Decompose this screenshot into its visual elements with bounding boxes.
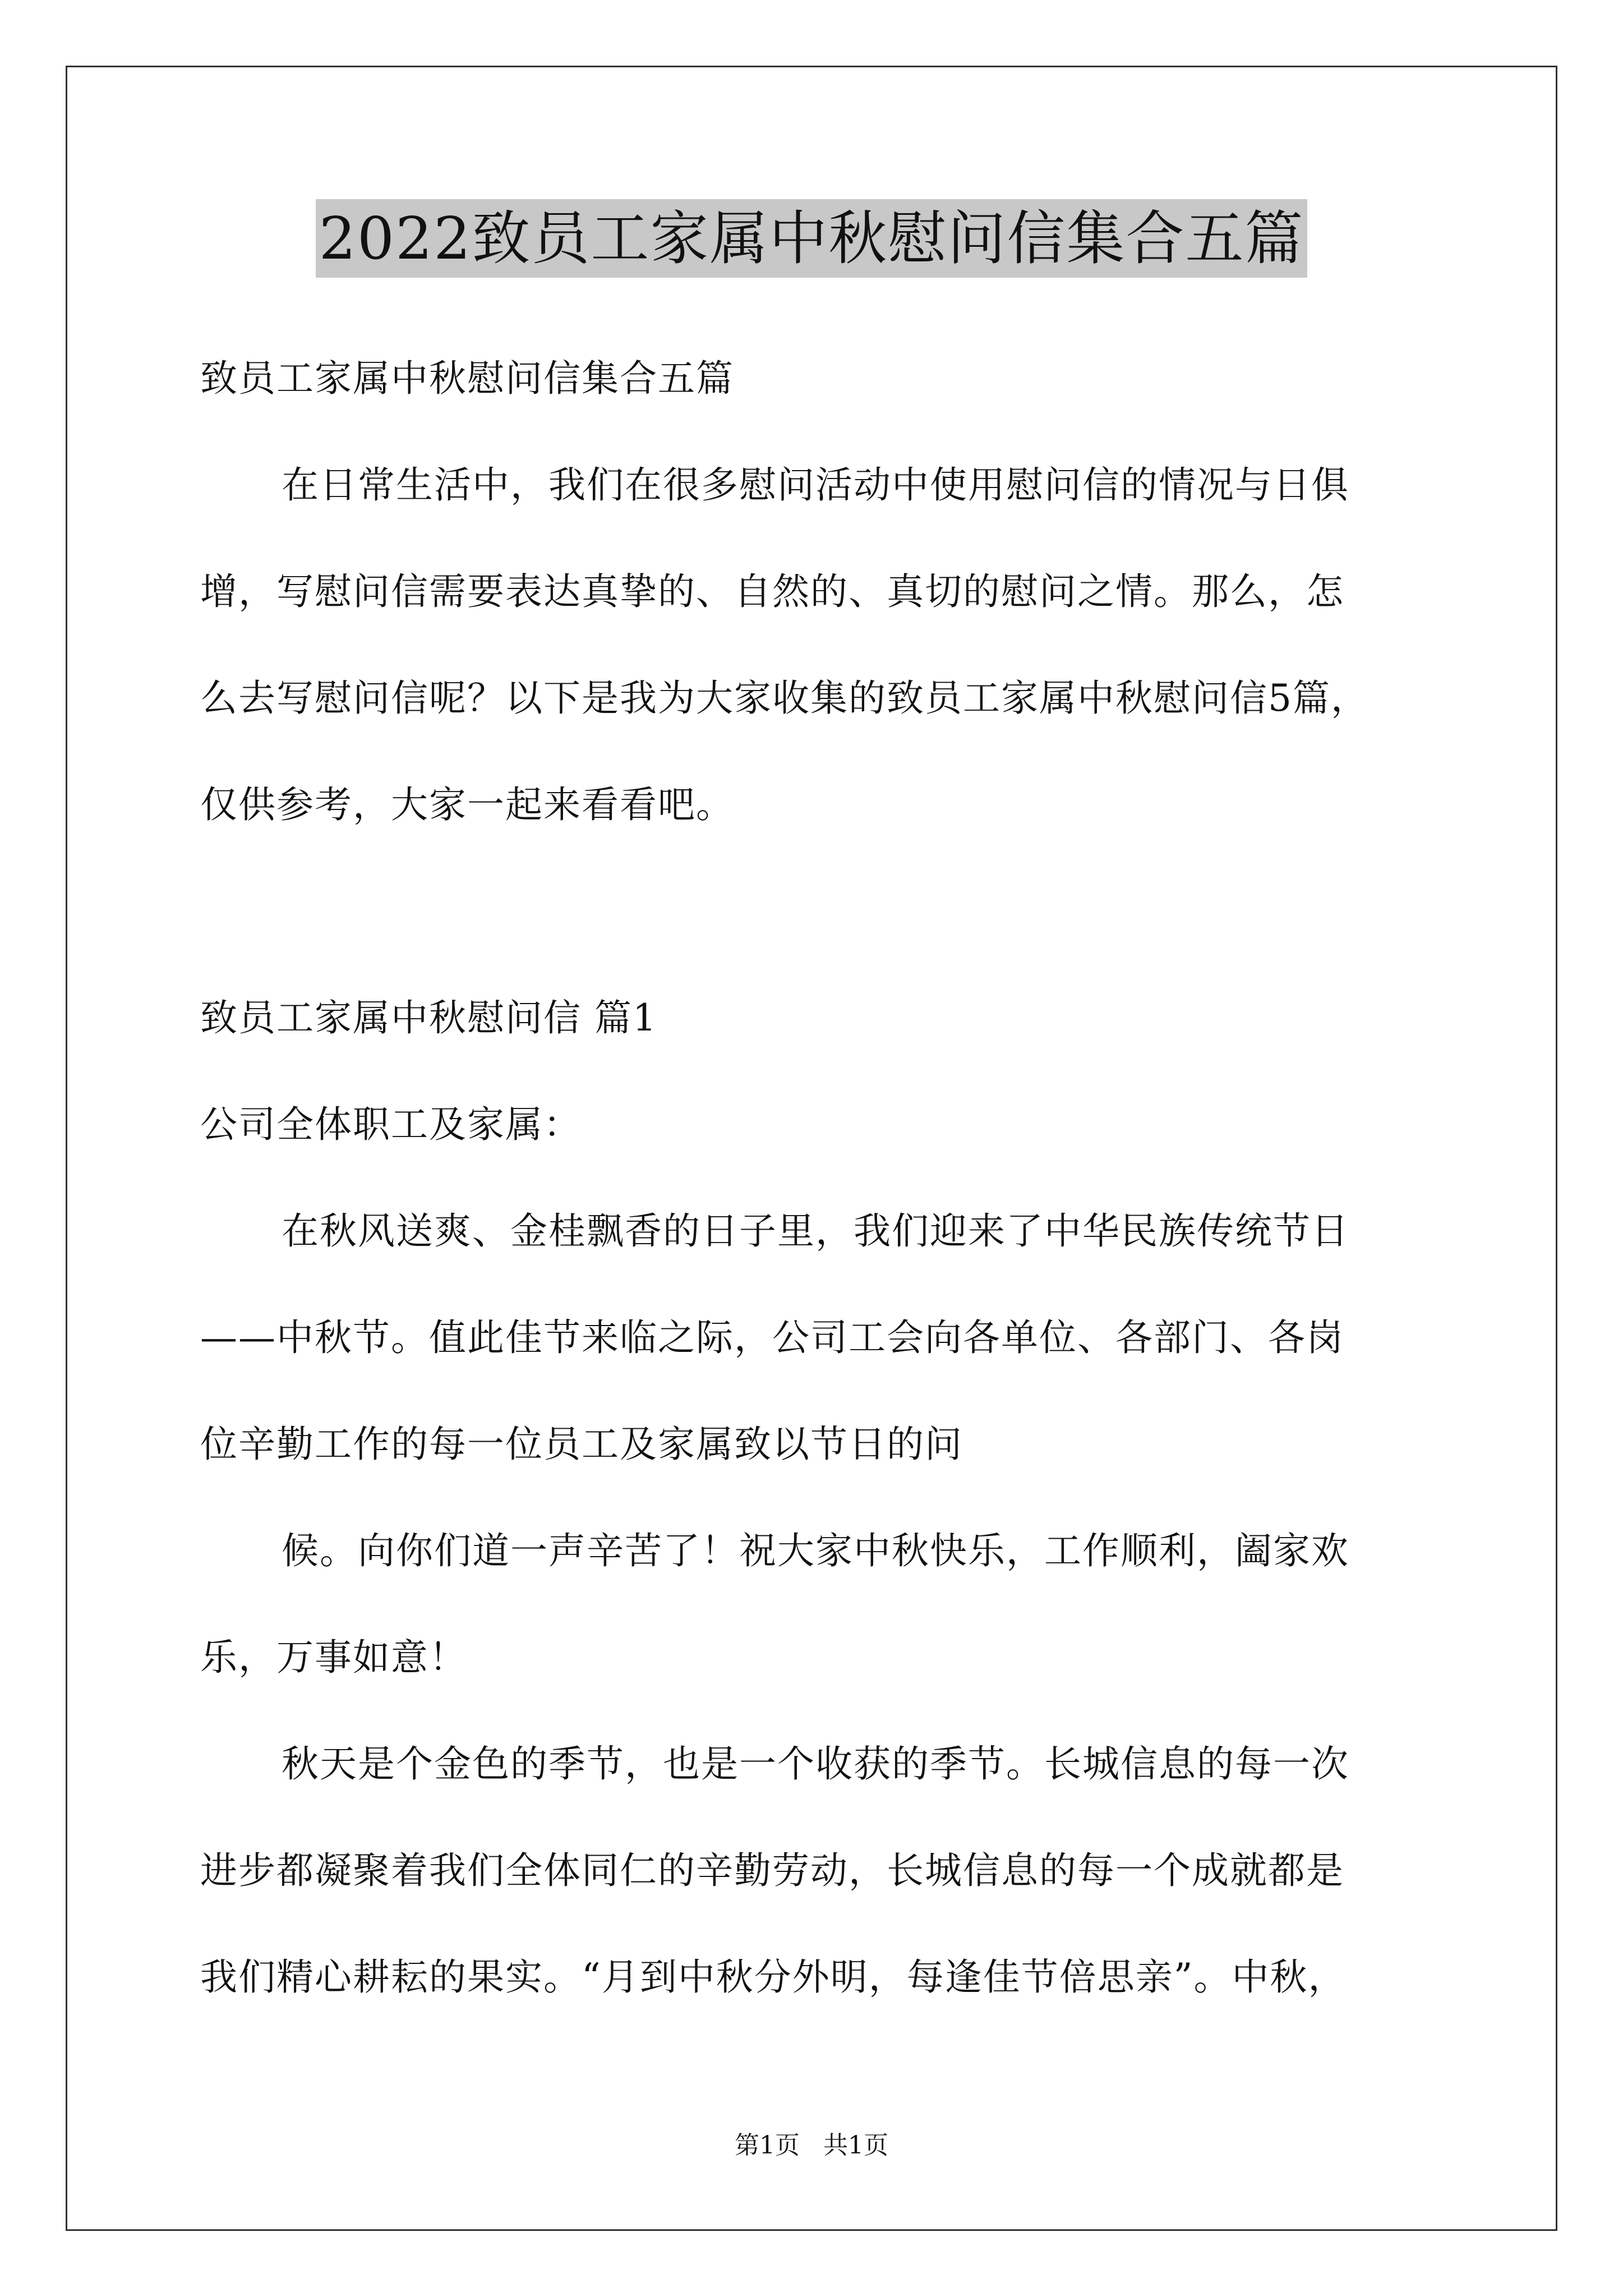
intro-line-3: 么去写慰问信呢？以下是我为大家收集的致员工家属中秋慰问信5篇， (200, 677, 1369, 720)
para3-line-2: 进步都凝聚着我们全体同仁的辛勤劳动，长城信息的每一个成就都是 (200, 1849, 1344, 1892)
intro-line-2: 增，写慰问信需要表达真挚的、自然的、真切的慰问之情。那么，怎 (200, 570, 1344, 613)
document-subtitle: 致员工家属中秋慰问信集合五篇 (200, 357, 734, 400)
page-footer: 第1页 共1页 (735, 2131, 888, 2160)
title-container (0, 199, 1623, 278)
section-heading: 致员工家属中秋慰问信 篇1 (200, 996, 657, 1039)
para1-line-1: 在秋风送爽、金桂飘香的日子里，我们迎来了中华民族传统节日 (282, 1209, 1349, 1253)
para2-line-1: 候。向你们道一声辛苦了！祝大家中秋快乐，工作顺利，阖家欢 (282, 1529, 1349, 1572)
para1-line-2: ——中秋节。值此佳节来临之际，公司工会向各单位、各部门、各岗 (200, 1316, 1344, 1359)
para1-line-3: 位辛勤工作的每一位员工及家属致以节日的问 (200, 1423, 963, 1466)
document-title: 2022致员工家属中秋慰问信集合五篇 (316, 199, 1308, 278)
para3-line-3: 我们精心耕耘的果实。“月到中秋分外明，每逢佳节倍思亲”。中秋， (200, 1955, 1347, 1999)
intro-line-1: 在日常生活中，我们在很多慰问活动中使用慰问信的情况与日俱 (282, 463, 1349, 507)
intro-line-4: 仅供参考，大家一起来看看吧。 (200, 783, 734, 826)
salutation: 公司全体职工及家属： (200, 1103, 582, 1146)
para3-line-1: 秋天是个金色的季节，也是一个收获的季节。长城信息的每一次 (282, 1742, 1349, 1786)
para2-line-2: 乐，万事如意！ (200, 1636, 467, 1679)
